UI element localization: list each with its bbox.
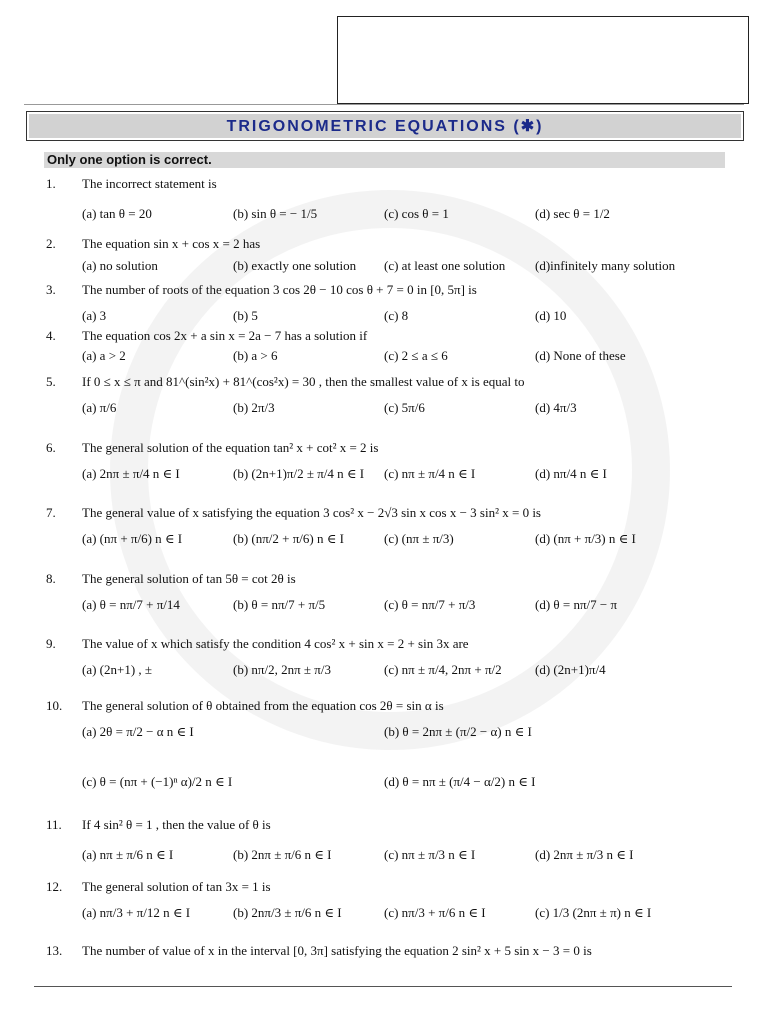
- question-text: The general value of x satisfying the equation 3 cos² x − 2√3 sin x cos x − 3 sin² x = 0 is: [82, 505, 541, 520]
- question-text: The equation sin x + cos x = 2 has: [82, 236, 261, 251]
- option-c: (c) nπ ± π/4 n ∈ I: [384, 466, 476, 481]
- option-d: (d) θ = nπ ± (π/4 − α/2) n ∈ I: [384, 774, 536, 789]
- question-number: 3.: [46, 282, 56, 297]
- option-c: (c) 8: [384, 308, 409, 323]
- question-text: If 0 ≤ x ≤ π and 81^(sin²x) + 81^(cos²x) = 30 , then the smallest value of x is equal to: [82, 374, 525, 389]
- option-a: (a) nπ/3 + π/12 n ∈ I: [82, 905, 191, 920]
- option-b: (b) (2n+1)π/2 ± π/4 n ∈ I: [233, 466, 365, 481]
- question-number: 1.: [46, 176, 56, 191]
- question-text: The value of x which satisfy the condition 4 cos² x + sin x = 2 + sin 3x are: [82, 636, 469, 651]
- option-c: (c) cos θ = 1: [384, 206, 449, 221]
- option-d: (d) θ = nπ/7 − π: [535, 597, 618, 612]
- option-b: (b) θ = nπ/7 + π/5: [233, 597, 326, 612]
- option-b: (b) θ = 2nπ ± (π/2 − α) n ∈ I: [384, 724, 532, 739]
- option-d: (d) (nπ + π/3) n ∈ I: [535, 531, 636, 546]
- option-b: (b) 2π/3: [233, 400, 275, 415]
- option-a: (a) π/6: [82, 400, 117, 415]
- question-text: If 4 sin² θ = 1 , then the value of θ is: [82, 817, 271, 832]
- instruction-text: Only one option is correct.: [47, 152, 212, 167]
- title-bar: [26, 111, 744, 141]
- question-number: 4.: [46, 328, 56, 343]
- question-number: 2.: [46, 236, 56, 251]
- option-b: (b) sin θ = − 1/5: [233, 206, 318, 221]
- question-text: The general solution of tan 3x = 1 is: [82, 879, 271, 894]
- option-b: (b) (nπ/2 + π/6) n ∈ I: [233, 531, 344, 546]
- question-number: 12.: [46, 879, 63, 894]
- divider: [24, 104, 744, 105]
- page-title: TRIGONOMETRIC EQUATIONS (✱): [226, 118, 544, 135]
- question-number: 11.: [46, 817, 62, 832]
- question-text: The general solution of tan 5θ = cot 2θ is: [82, 571, 296, 586]
- option-c: (c) nπ ± π/3 n ∈ I: [384, 847, 476, 862]
- option-d: (d) sec θ = 1/2: [535, 206, 610, 221]
- option-c: (c) (nπ ± π/3): [384, 531, 454, 546]
- option-b: (b) 2nπ ± π/6 n ∈ I: [233, 847, 332, 862]
- instruction-bar: [44, 152, 725, 168]
- option-c: (c) θ = (nπ + (−1)ⁿ α)/2 n ∈ I: [82, 774, 233, 789]
- question-text: The number of roots of the equation 3 cos 2θ − 10 cos θ + 7 = 0 in [0, 5π] is: [82, 282, 477, 297]
- option-c: (c) 2 ≤ a ≤ 6: [384, 348, 448, 363]
- option-b: (b) exactly one solution: [233, 258, 357, 273]
- question-text: The number of value of x in the interval [0, 3π] satisfying the equation 2 sin² x + 5 sin x − 3 = 0 is: [82, 943, 592, 958]
- question-number: 13.: [46, 943, 63, 958]
- option-d: (c) 1/3 (2nπ ± π) n ∈ I: [535, 905, 652, 920]
- footer-rule: [34, 986, 732, 987]
- option-c: (c) 5π/6: [384, 400, 425, 415]
- option-c: (c) at least one solution: [384, 258, 506, 273]
- question-number: 6.: [46, 440, 56, 455]
- option-d: (d) (2n+1)π/4: [535, 662, 606, 677]
- option-a: (a) tan θ = 20: [82, 206, 152, 221]
- option-b: (b) nπ/2, 2nπ ± π/3: [233, 662, 331, 677]
- option-d: (d) nπ/4 n ∈ I: [535, 466, 607, 481]
- question-number: 7.: [46, 505, 56, 520]
- option-b: (b) 2nπ/3 ± π/6 n ∈ I: [233, 905, 342, 920]
- option-c: (c) nπ ± π/4, 2nπ + π/2: [384, 662, 502, 677]
- option-d: (d)infinitely many solution: [535, 258, 676, 273]
- option-c: (c) nπ/3 + π/6 n ∈ I: [384, 905, 486, 920]
- option-a: (a) no solution: [82, 258, 158, 273]
- option-a: (a) 2nπ ± π/4 n ∈ I: [82, 466, 180, 481]
- option-b: (b) 5: [233, 308, 258, 323]
- option-a: (a) (2n+1) , ±: [82, 662, 153, 677]
- option-a: (a) a > 2: [82, 348, 126, 363]
- option-a: (a) nπ ± π/6 n ∈ I: [82, 847, 174, 862]
- option-d: (d) 10: [535, 308, 567, 323]
- question-text: The equation cos 2x + a sin x = 2a − 7 has a solution if: [82, 328, 368, 343]
- option-d: (d) None of these: [535, 348, 626, 363]
- option-d: (d) 4π/3: [535, 400, 577, 415]
- option-a: (a) θ = nπ/7 + π/14: [82, 597, 180, 612]
- option-c: (c) θ = nπ/7 + π/3: [384, 597, 476, 612]
- option-b: (b) a > 6: [233, 348, 278, 363]
- question-number: 8.: [46, 571, 56, 586]
- question-number: 9.: [46, 636, 56, 651]
- option-a: (a) (nπ + π/6) n ∈ I: [82, 531, 183, 546]
- option-a: (a) 3: [82, 308, 107, 323]
- option-d: (d) 2nπ ± π/3 n ∈ I: [535, 847, 634, 862]
- question-text: The general solution of θ obtained from the equation cos 2θ = sin α is: [82, 698, 444, 713]
- question-text: The general solution of the equation tan² x + cot² x = 2 is: [82, 440, 379, 455]
- blank-box: [337, 16, 749, 104]
- question-number: 10.: [46, 698, 63, 713]
- question-text: The incorrect statement is: [82, 176, 217, 191]
- question-number: 5.: [46, 374, 56, 389]
- option-a: (a) 2θ = π/2 − α n ∈ I: [82, 724, 194, 739]
